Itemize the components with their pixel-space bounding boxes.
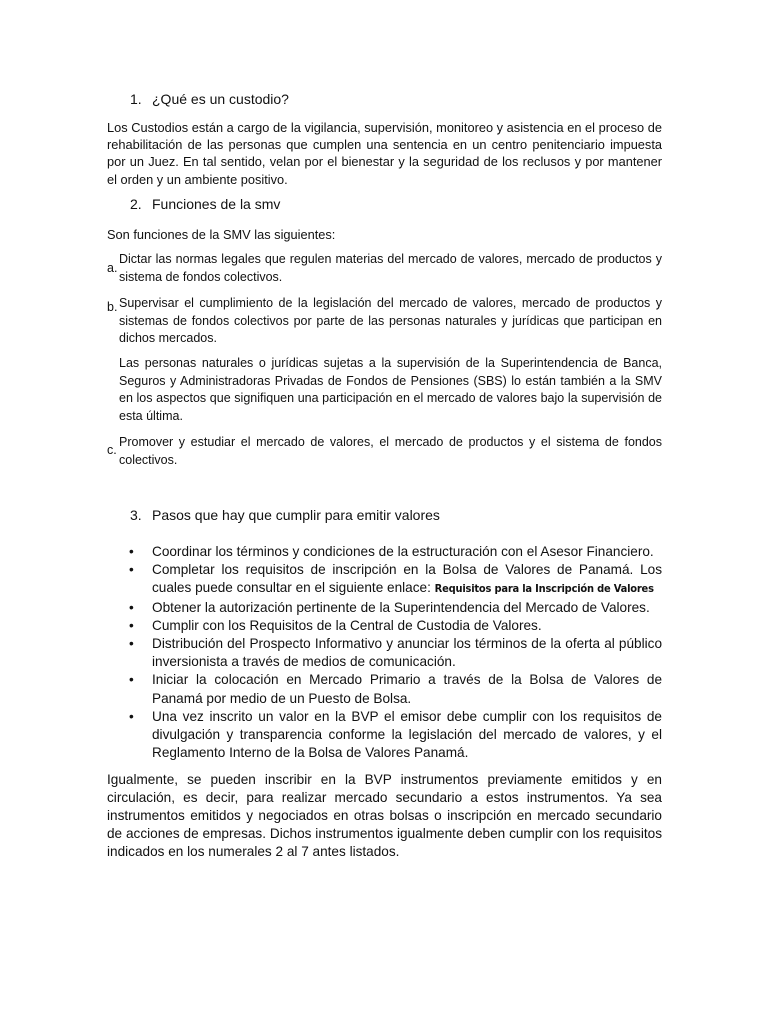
list-item: • Coordinar los términos y condiciones de la estructuración con el Asesor Financiero. <box>107 543 662 561</box>
sbs-note: Las personas naturales o jurídicas sujetas a la supervisión de la Superintendencia de Banca, Seguros y Administradoras Privadas de Fondos de Pensiones (SBS) lo están también a la SMV en los aspectos que signifiquen una participación en el mercado de valores bajo la supervisión de esta última. <box>119 356 662 423</box>
section-number: 3. <box>130 507 142 523</box>
list-item: • Completar los requisitos de inscripción en la Bolsa de Valores de Panamá. Los cuales puede consultar en el siguiente enlace: Requisitos para la Inscripción de Valores <box>129 562 662 596</box>
section-title: ¿Qué es un custodio? <box>152 91 289 107</box>
bullet-icon: • <box>129 672 134 688</box>
item-letter: b. <box>107 300 118 314</box>
list-item: • Iniciar la colocación en Mercado Primario a través de la Bolsa de Valores de Panamá por medio de un Puesto de Bolsa. <box>129 672 662 706</box>
section-title: Funciones de la smv <box>152 196 281 212</box>
bullet-icon: • <box>129 599 134 615</box>
list-item: • Una vez inscrito un valor en la BVP el emisor debe cumplir con los requisitos de divulgación y transparencia conforme la legislación del mercado de valores, y el Reglamento Interno de la Bolsa de Valores Panamá. <box>129 708 662 761</box>
section-2-heading <box>130 196 280 212</box>
bullet-icon: • <box>129 708 134 724</box>
bullet-icon: • <box>129 544 134 559</box>
function-item-a <box>107 251 662 286</box>
section-2-intro: Son funciones de la SMV las siguientes: <box>107 227 336 242</box>
section-title: Pasos que hay que cumplir para emitir valores <box>152 507 440 523</box>
section-1-body: Los Custodios están a cargo de la vigilancia, supervisión, monitoreo y asistencia en el proceso de rehabilitación de las personas que cumplen una sentencia en un centro penitenciario impuesta por un Juez. En tal sentido, velan por el bienestar y la seguridad de los reclusos y por mantener el orden y un ambiente positivo. <box>107 120 662 187</box>
bullet-icon: • <box>129 617 134 633</box>
function-item-c <box>107 434 662 469</box>
list-item: • Cumplir con los Requisitos de la Central de Custodia de Valores. <box>107 617 662 635</box>
function-item-b <box>107 295 662 348</box>
item-text: Supervisar el cumplimiento de la legislación del mercado de valores, mercado de productos y sistemas de fondos colectivos por parte de las personas naturales y jurídicas que participan en dichos mercados. <box>119 296 662 345</box>
section-1-heading <box>130 91 289 107</box>
bullet-icon: • <box>129 636 134 652</box>
requirements-link[interactable]: Requisitos para la Inscripción de Valores <box>434 582 654 596</box>
closing-paragraph: Igualmente, se pueden inscribir en la BVP instrumentos previamente emitidos y en circulación, es decir, para realizar mercado secundario a estos instrumentos. Ya sea instrumentos emitidos y negociados en otras bolsas o inscripción en mercado secundario de acciones de empresas. Dichos instrumentos igualmente deben cumplir con los requisitos indicados en los numerales 2 al 7 antes listados. <box>107 772 662 859</box>
item-text: Dictar las normas legales que regulen materias del mercado de valores, mercado de productos y sistema de fondos colectivos. <box>119 252 662 284</box>
item-letter: a. <box>107 261 118 275</box>
item-text: Promover y estudiar el mercado de valores, el mercado de productos y el sistema de fondos colectivos. <box>119 435 662 467</box>
list-item: • Obtener la autorización pertinente de la Superintendencia del Mercado de Valores. <box>107 599 662 617</box>
list-item: • Distribución del Prospecto Informativo y anunciar los términos de la oferta al público inversionista a través de medios de comunicación. <box>129 636 662 670</box>
bullet-icon: • <box>129 562 134 578</box>
section-3-heading <box>130 507 440 523</box>
section-number: 1. <box>130 91 142 107</box>
section-number: 2. <box>130 196 142 212</box>
item-letter: c. <box>107 443 117 457</box>
steps-list <box>107 543 662 762</box>
